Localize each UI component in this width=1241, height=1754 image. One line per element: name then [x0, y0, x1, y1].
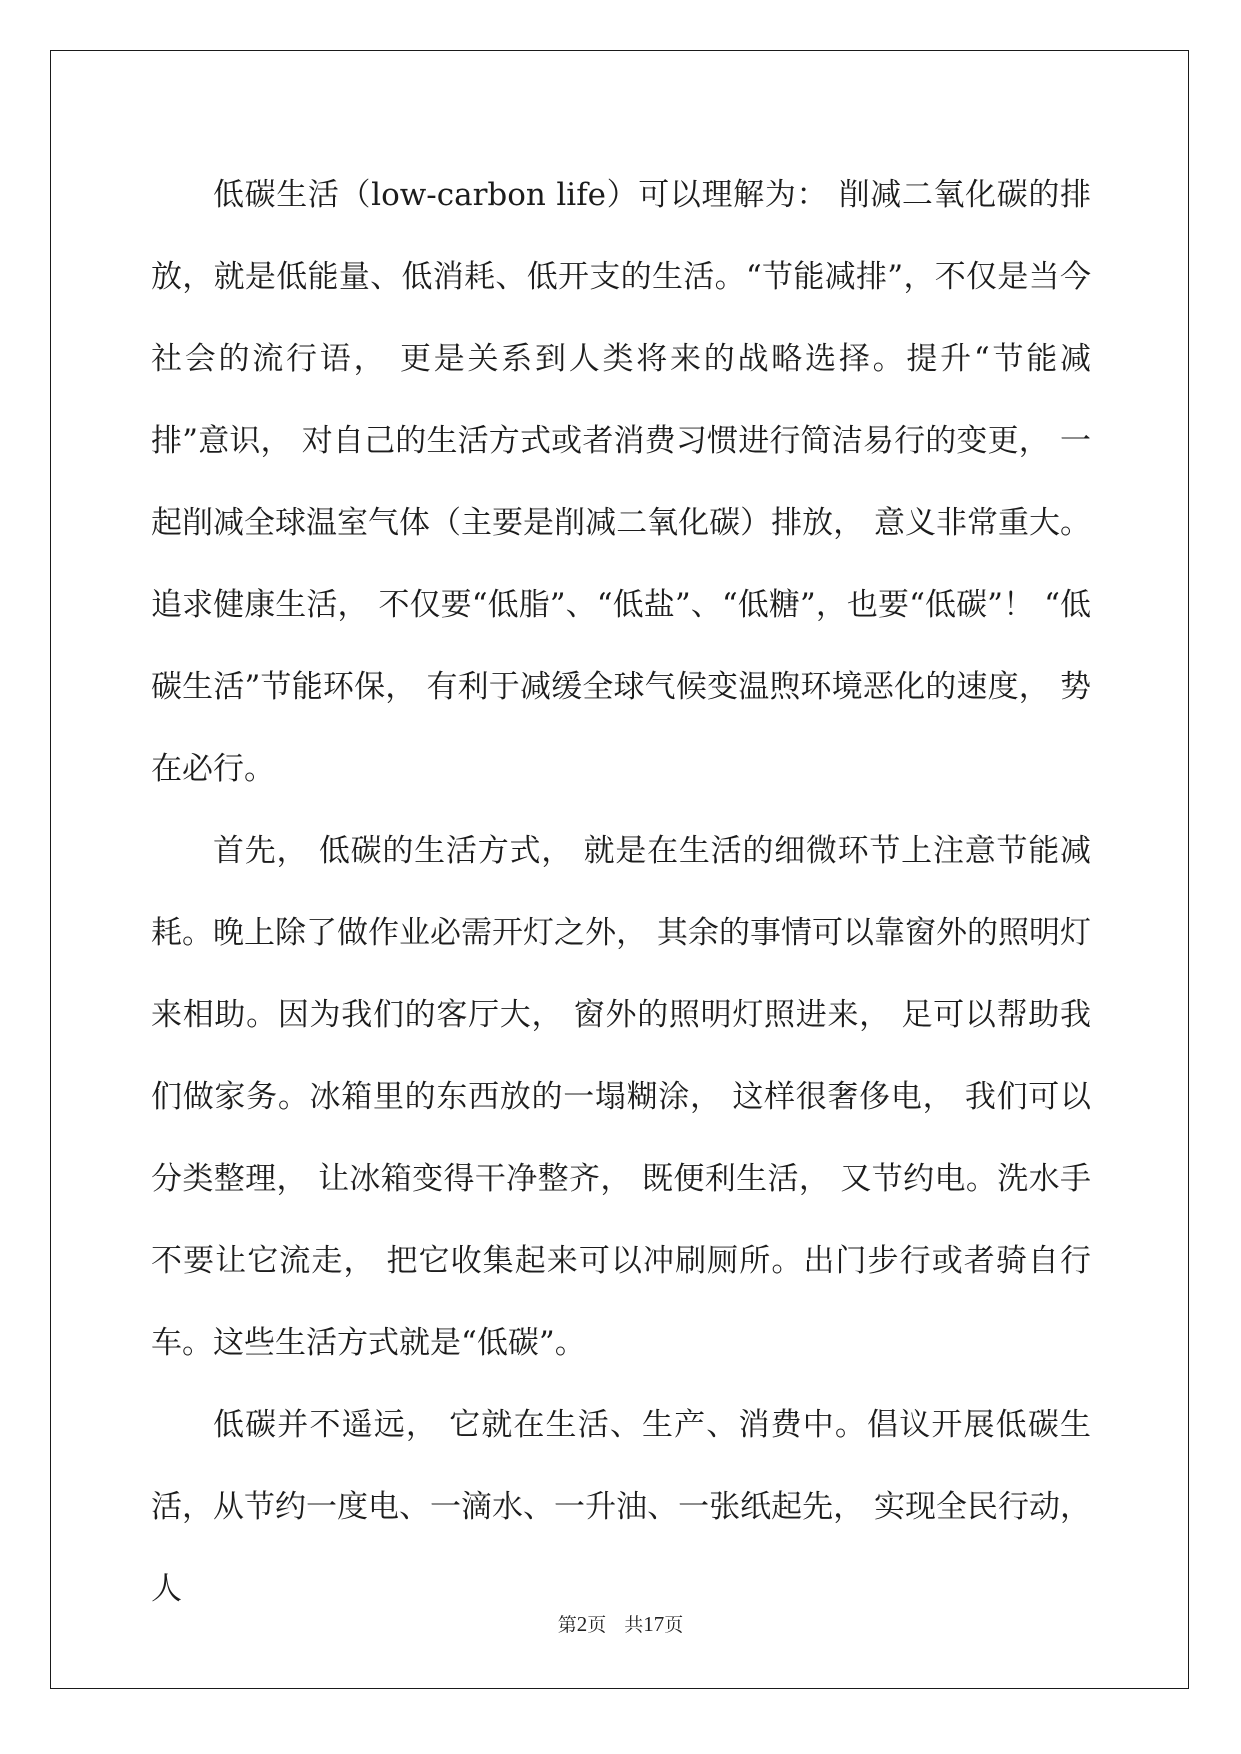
page-total-prefix: 共 — [624, 1615, 644, 1636]
paragraph-3: 低碳并不遥远， 它就在生活、生产、消费中。倡议开展低碳生活，从节约一度电、一滴水、一升油、一张纸起先， 实现全民行动， 人 — [151, 1407, 1091, 1607]
page-total-count: 17 — [643, 1612, 665, 1636]
paragraph-1: 低碳生活（low-carbon life）可以理解为： 削减二氧化碳的排放，就是低能量、低消耗、低开支的生活。“节能减排”，不仅是当今社会的流行语， 更是关系到人类将来的战略选择。提升“节能减排”意识， 对自己的生活方式或者消费习惯进行简洁易行的变更， 一起削减全球温室气体（主要是削减二氧化碳）排放， 意义非常重大。追求健康生活， 不仅要“低脂”、“低盐”、“低糖”，也要“低碳”！ “低碳生活”节能环保， 有利于减缓全球气候变温煦环境恶化的速度， 势在必行。 — [151, 177, 1091, 787]
paragraph-2: 首先， 低碳的生活方式， 就是在生活的细微环节上注意节能减耗。晚上除了做作业必需开灯之外， 其余的事情可以靠窗外的照明灯来相助。因为我们的客厅大， 窗外的照明灯照进来， 足可以帮助我们做家务。冰箱里的东西放的一塌糊涂， 这样很奢侈电， 我们可以分类整理， 让冰箱变得干净整齐， 既便利生活， 又节约电。洗水手不要让它流走， 把它收集起来可以冲刷厕所。出门步行或者骑自行车。这些生活方式就是“低碳”。 — [151, 833, 1091, 1361]
page-footer — [0, 1610, 1241, 1637]
page-number-prefix: 第 — [557, 1615, 577, 1636]
page-total-suffix: 页 — [664, 1615, 684, 1636]
page-number-current: 2 — [576, 1612, 588, 1636]
page-number-suffix: 页 — [587, 1615, 607, 1636]
document-body — [151, 154, 1091, 1630]
